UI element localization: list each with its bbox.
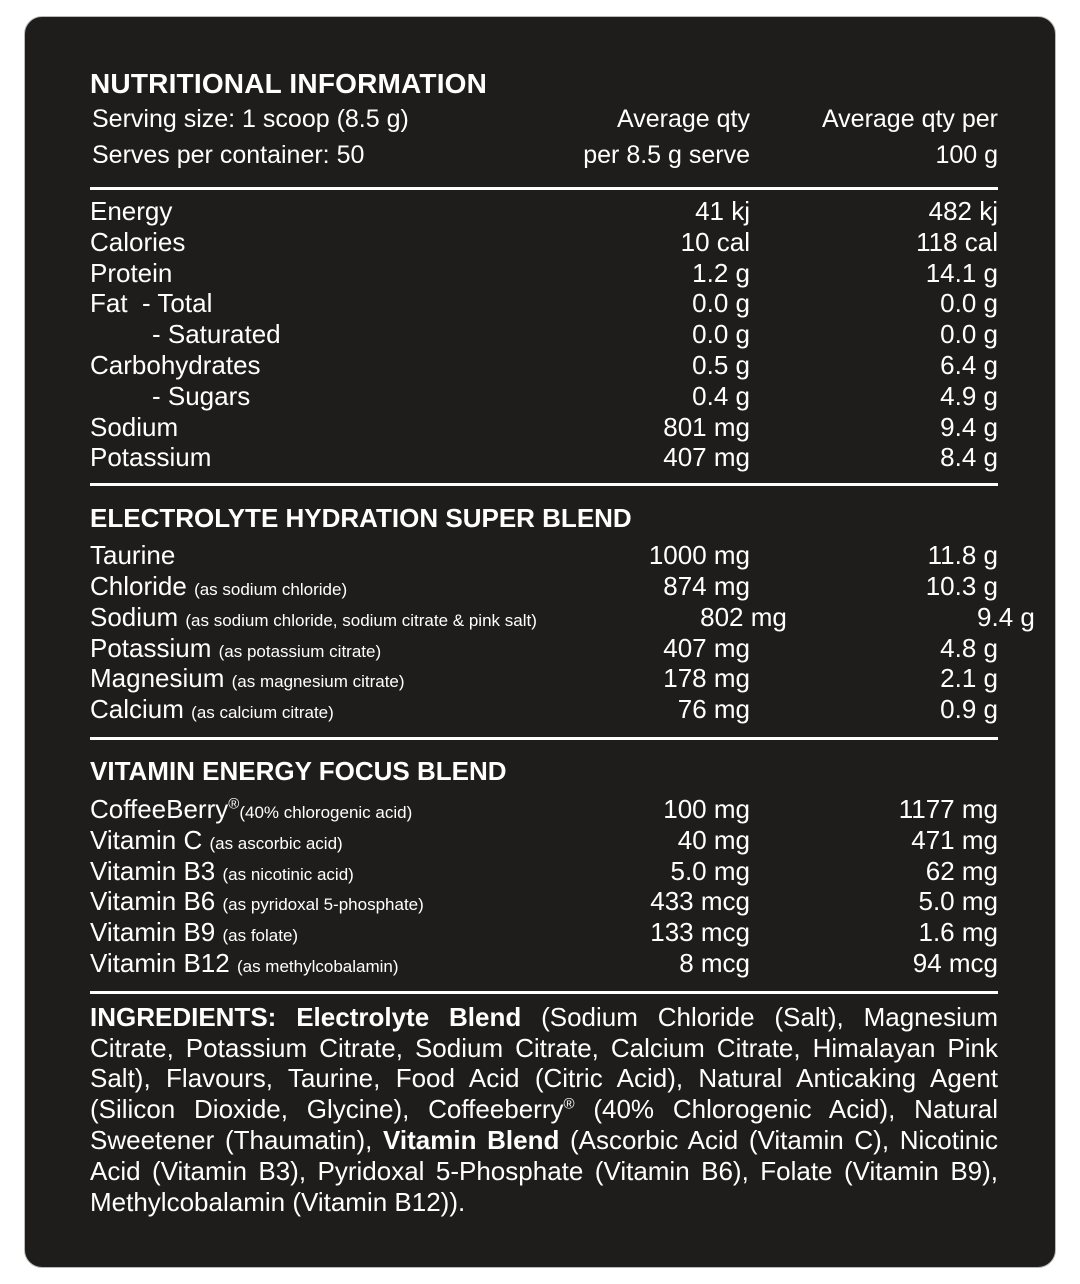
row-per100: 118 cal bbox=[916, 226, 998, 257]
table-row bbox=[90, 694, 998, 725]
row-per100: 1.6 mg bbox=[918, 917, 998, 948]
row-per100: 9.4 g bbox=[940, 411, 998, 442]
row-name: Calcium bbox=[90, 694, 184, 725]
nutrition-rows bbox=[90, 196, 998, 473]
row-label bbox=[90, 694, 500, 729]
row-serve: 10 cal bbox=[680, 226, 750, 257]
row-serve: 178 mg bbox=[663, 663, 750, 694]
serving-header bbox=[90, 101, 998, 173]
row-name: Taurine bbox=[90, 540, 176, 571]
row-per100: 10.3 g bbox=[925, 570, 998, 601]
row-per100: 4.8 g bbox=[940, 632, 998, 663]
table-row bbox=[90, 258, 998, 289]
row-serve: 801 mg bbox=[663, 411, 750, 442]
row-label bbox=[90, 917, 500, 952]
nutrition-panel-content bbox=[90, 68, 1035, 1217]
row-name: Sodium bbox=[90, 601, 179, 632]
row-serve: 0.0 g bbox=[692, 319, 750, 350]
row-note: (as potassium citrate) bbox=[218, 641, 382, 661]
row-serve: 407 mg bbox=[663, 442, 750, 473]
electrolyte-section-title: ELECTROLYTE HYDRATION SUPER BLEND bbox=[90, 503, 632, 534]
ingredients-part-3: (Ascorbic Acid (Vitamin C), Nicotinic Acid (Vitamin B3), Pyridoxal 5-Phosphate (Vitamin B6), Folate (Vitamin B9), Methylcobalamin (Vitamin B12)). bbox=[90, 1124, 998, 1217]
row-serve: 100 mg bbox=[663, 793, 750, 824]
ingredients-part-2: (40% Chlorogenic Acid), Natural Sweetener (Thaumatin), bbox=[90, 1094, 998, 1155]
row-per100: 14.1 g bbox=[925, 257, 998, 288]
table-row bbox=[90, 571, 998, 602]
table-row bbox=[90, 794, 998, 825]
ingredients-label: INGREDIENTS: bbox=[90, 1001, 277, 1032]
row-label bbox=[90, 571, 500, 606]
row-serve: 874 mg bbox=[663, 570, 750, 601]
col-100g-header-1: Average qty per bbox=[821, 105, 998, 133]
row-per100: 482 kj bbox=[928, 196, 998, 226]
table-row bbox=[90, 663, 998, 694]
row-per100: 5.0 mg bbox=[918, 886, 998, 917]
table-row bbox=[90, 412, 998, 443]
serves-per-container: Serves per container: 50 bbox=[92, 141, 365, 169]
row-name: Protein bbox=[90, 257, 173, 288]
row-label bbox=[90, 794, 500, 829]
row-label bbox=[90, 856, 500, 891]
row-serve: 1000 mg bbox=[648, 540, 750, 571]
row-per100: 4.9 g bbox=[940, 380, 998, 411]
vitamin-blend-label: Vitamin Blend bbox=[383, 1124, 560, 1155]
row-note: (as sodium chloride, sodium citrate & pink salt) bbox=[185, 610, 537, 630]
table-row bbox=[90, 288, 998, 319]
row-name: - Sugars bbox=[152, 380, 251, 411]
table-row bbox=[90, 196, 998, 227]
row-per100: 62 mg bbox=[925, 855, 998, 886]
row-label bbox=[90, 602, 537, 637]
row-name: Vitamin B3 bbox=[90, 855, 216, 886]
row-note: (as pyridoxal 5-phosphate) bbox=[222, 895, 424, 915]
row-per100: 2.1 g bbox=[940, 663, 998, 694]
divider bbox=[90, 187, 998, 190]
table-row bbox=[90, 886, 998, 917]
row-name: CoffeeBerry bbox=[90, 793, 229, 824]
nutrition-panel bbox=[24, 16, 1056, 1268]
row-serve: 407 mg bbox=[663, 632, 750, 663]
row-label bbox=[90, 663, 500, 698]
row-note: (as folate) bbox=[222, 926, 299, 946]
row-note: (40% chlorogenic acid) bbox=[239, 802, 413, 822]
row-name: Potassium bbox=[90, 632, 212, 663]
row-name: Potassium bbox=[90, 442, 212, 473]
row-note: (as methylcobalamin) bbox=[236, 956, 399, 976]
row-note: (as magnesium citrate) bbox=[231, 672, 405, 692]
table-row bbox=[90, 319, 998, 350]
table-row bbox=[90, 540, 998, 571]
row-name: Magnesium bbox=[90, 663, 225, 694]
table-row bbox=[90, 825, 998, 856]
row-per100: 6.4 g bbox=[940, 349, 998, 380]
row-serve: 0.5 g bbox=[692, 349, 750, 380]
row-name: Fat - Total bbox=[90, 288, 213, 319]
table-row bbox=[90, 856, 998, 887]
row-serve: 1.2 g bbox=[692, 257, 750, 288]
row-label bbox=[90, 948, 500, 983]
row-name: Chloride bbox=[90, 570, 187, 601]
vitamin-section-title: VITAMIN ENERGY FOCUS BLEND bbox=[90, 755, 507, 786]
row-per100: 471 mg bbox=[911, 824, 998, 855]
row-serve: 802 mg bbox=[700, 601, 787, 632]
ingredients-part-1: (Sodium Chloride (Salt), Magnesium Citrate, Potassium Citrate, Sodium Citrate, Calcium Citrate, Himalayan Pink Salt), Flavours, Taurine, Food Acid (Citric Acid), Natural Anticaking Agent (Silicon Dioxide, Glycine), Coffeeberry bbox=[90, 1001, 998, 1125]
table-row bbox=[90, 227, 998, 258]
row-label bbox=[90, 825, 500, 860]
row-note: (as nicotinic acid) bbox=[222, 864, 354, 884]
registered-mark: ® bbox=[563, 1095, 575, 1113]
row-per100: 11.8 g bbox=[927, 540, 998, 571]
row-per100: 9.4 g bbox=[977, 601, 1035, 632]
divider bbox=[90, 737, 998, 740]
row-label bbox=[90, 633, 500, 668]
row-serve: 41 kj bbox=[695, 196, 750, 226]
vitamin-rows bbox=[90, 794, 998, 979]
row-name: Sodium bbox=[90, 411, 179, 442]
row-serve: 0.4 g bbox=[692, 380, 750, 411]
table-row bbox=[90, 948, 998, 979]
row-serve: 433 mcg bbox=[650, 886, 750, 917]
table-row bbox=[90, 633, 998, 664]
registered-mark: ® bbox=[228, 795, 240, 813]
table-row bbox=[90, 601, 1035, 633]
table-row bbox=[90, 917, 998, 948]
row-serve: 76 mg bbox=[677, 694, 750, 725]
row-note: (as sodium chloride) bbox=[194, 579, 348, 599]
row-note: (as calcium citrate) bbox=[191, 703, 334, 723]
row-name: Calories bbox=[90, 226, 186, 257]
row-label bbox=[90, 540, 500, 571]
row-per100: 94 mcg bbox=[912, 947, 998, 978]
row-name: Carbohydrates bbox=[90, 349, 261, 380]
row-note: (as ascorbic acid) bbox=[209, 833, 343, 853]
serving-size: Serving size: 1 scoop (8.5 g) bbox=[92, 105, 409, 133]
row-name: Vitamin B6 bbox=[90, 886, 216, 917]
row-serve: 5.0 mg bbox=[670, 855, 750, 886]
divider bbox=[90, 483, 998, 486]
col-serve-header-2: per 8.5 g serve bbox=[583, 141, 750, 169]
col-serve-header-1: Average qty bbox=[617, 105, 750, 133]
row-name: - Saturated bbox=[152, 319, 281, 350]
table-row bbox=[90, 381, 998, 412]
row-serve: 8 mcg bbox=[679, 947, 750, 978]
row-serve: 133 mcg bbox=[650, 917, 750, 948]
row-per100: 1177 mg bbox=[898, 793, 998, 824]
table-row bbox=[90, 350, 998, 381]
row-per100: 0.0 g bbox=[940, 319, 998, 350]
row-name: Vitamin B12 bbox=[90, 947, 230, 978]
divider bbox=[90, 991, 998, 994]
row-per100: 0.9 g bbox=[940, 694, 998, 725]
electrolyte-blend-label: Electrolyte Blend bbox=[296, 1001, 522, 1032]
row-name: Vitamin C bbox=[90, 824, 203, 855]
col-100g-header-2: 100 g bbox=[935, 141, 998, 169]
row-per100: 0.0 g bbox=[940, 288, 998, 319]
row-name: Vitamin B9 bbox=[90, 917, 216, 948]
row-name: Energy bbox=[90, 196, 173, 226]
row-label bbox=[90, 886, 500, 921]
row-serve: 40 mg bbox=[677, 824, 750, 855]
row-serve: 0.0 g bbox=[692, 288, 750, 319]
row-per100: 8.4 g bbox=[940, 442, 998, 473]
panel-title: NUTRITIONAL INFORMATION bbox=[90, 68, 488, 99]
table-row bbox=[90, 442, 998, 473]
ingredients-text bbox=[90, 1002, 998, 1218]
electrolyte-rows bbox=[90, 540, 1035, 725]
